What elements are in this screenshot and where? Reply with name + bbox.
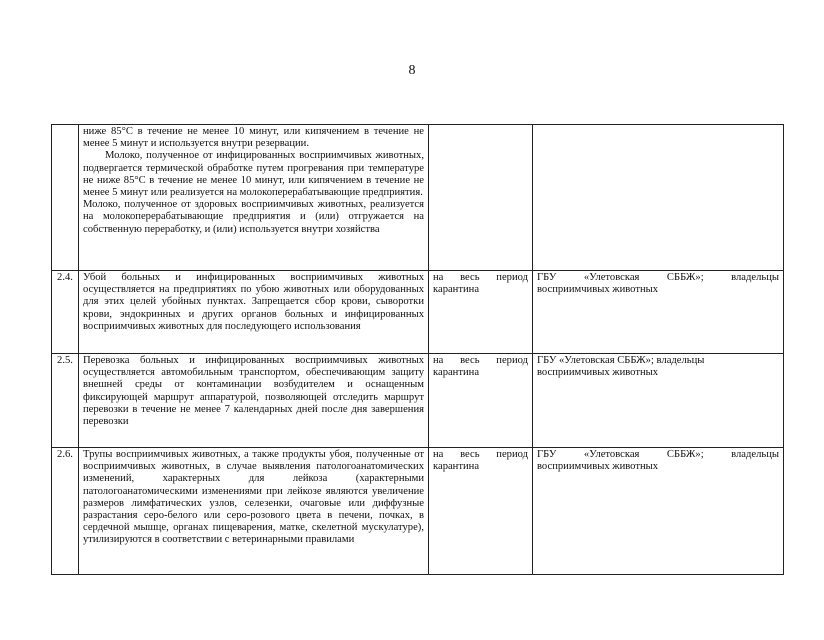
- measures-table: [51, 124, 784, 575]
- measure-text: ниже 85°С в течение не менее 10 минут, или кипячением в течение не менее 5 минут и используется внутри резервации.: [83, 126, 424, 150]
- table-row: [52, 271, 784, 354]
- measure-cell: [79, 354, 429, 448]
- row-number: 2.4.: [52, 271, 79, 354]
- measure-cell: [79, 271, 429, 354]
- executor-cell: [533, 125, 784, 271]
- table-row: [52, 354, 784, 448]
- executor-cell: ГБУ «Улетовская СББЖ»; владельцы восприимчивых животных: [533, 354, 784, 448]
- table-row: [52, 448, 784, 575]
- page-number: 8: [408, 63, 416, 78]
- term-cell: на весь период карантина: [429, 448, 533, 575]
- table-row: [52, 125, 784, 271]
- term-cell: [429, 125, 533, 271]
- term-cell: на весь период карантина: [429, 354, 533, 448]
- executor-cell: ГБУ «Улетовская СББЖ»; владельцы восприимчивых животных: [533, 271, 784, 354]
- measure-text: Перевозка больных и инфицированных восприимчивых животных осуществляется автомобильным транспортом, обеспечивающим защиту внешней среды от контаминации возбудителем и оснащенным фиксирующей маршрут аппаратурой, позволяющей отследить маршрут перевозки в течение не менее 7 календарных дней после дня завершения перевозки: [83, 355, 424, 428]
- row-number: 2.5.: [52, 354, 79, 448]
- measure-text: Молоко, полученное от инфицированных восприимчивых животных, подвергается термической обработке путем прогревания при температуре не ниже 85°С в течение не менее 10 минут, или кипячением в течение не менее 5 минут или реализуется на молокоперерабатывающие предприятия.: [83, 150, 424, 199]
- term-cell: на весь период карантина: [429, 271, 533, 354]
- measure-text: Трупы восприимчивых животных, а также продукты убоя, полученные от восприимчивых животных, в случае выявления патологоанатомических изменений, характерных для лейкоза (характерными патологоанатомическими изменениями при лейкозе являются увеличение размеров лимфатических узлов, селезенки, очаговые или диффузные разрастания серо-белого или серо-розового цвета в печени, почках, в сердечной мышце, органах пищеварения, матке, скелетной мускулатуре), утилизируются в соответствии с ветеринарными правилами: [83, 449, 424, 546]
- row-number: 2.6.: [52, 448, 79, 575]
- measure-text: Убой больных и инфицированных восприимчивых животных осуществляется на предприятиях по убою животных или оборудованных для этих целей убойных пунктах. Запрещается сбор крови, сыворотки крови, эндокринных и других органов больных и инфицированных восприимчивых животных для последующего использования: [83, 272, 424, 332]
- measure-cell: [79, 125, 429, 271]
- executor-cell: ГБУ «Улетовская СББЖ»; владельцы восприимчивых животных: [533, 448, 784, 575]
- measure-cell: [79, 448, 429, 575]
- row-number: [52, 125, 79, 271]
- measure-text: Молоко, полученное от здоровых восприимчивых животных, реализуется на молокоперерабатывающие предприятия и (или) отгружается на собственную переработку, и (или) используется внутри хозяйства: [83, 199, 424, 235]
